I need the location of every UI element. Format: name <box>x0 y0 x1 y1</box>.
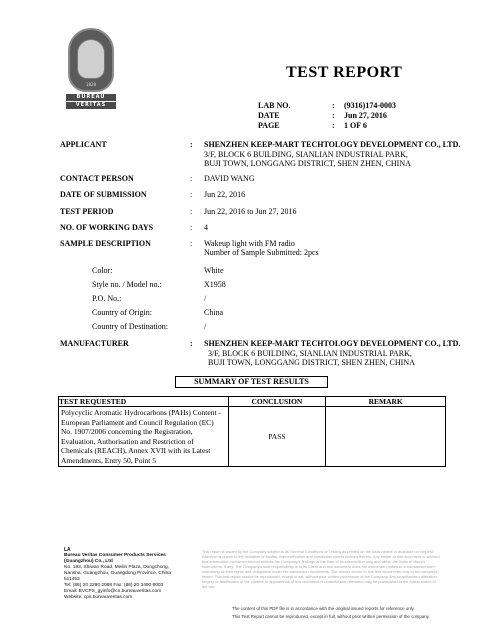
results-table <box>58 396 446 467</box>
results-header-row <box>59 397 446 407</box>
bureau-veritas-logo <box>66 28 116 108</box>
lab-contact-block <box>64 547 184 601</box>
period-label: TEST PERIOD <box>60 207 114 216</box>
table-row <box>59 407 446 467</box>
lab-website: Website: cps.bureauveritas.com <box>64 595 133 600</box>
logo-name-line1: BUREAU <box>66 94 116 101</box>
lab-address-3: 511453 <box>64 577 80 582</box>
contact-label: CONTACT PERSON <box>60 174 134 183</box>
detail-value: / <box>204 294 207 303</box>
detail-label: Color: <box>92 266 113 275</box>
report-title: TEST REPORT <box>286 64 403 81</box>
meta-value: 1 OF 6 <box>344 121 367 130</box>
column-header-test: TEST REQUESTED <box>59 397 229 407</box>
manufacturer-name: SHENZHEN KEEP-MART TECHTOLOGY DEVELOPMENT CO., LTD. <box>204 339 461 348</box>
period-value: Jun 22, 2016 to Jun 27, 2016 <box>204 207 297 216</box>
applicant-address-2: BUJI TOWN, LONGGANG DISTRICT, SHEN ZHEN, CHINA <box>204 159 411 168</box>
test-requested-cell: Polycyclic Aromatic Hydrocarbons (PAHs) Content - European Parliament and Council Regulation (EC) No. 1907/2006 concerning the Registration, Evaluation, Authorisation and Restriction of Chemicals (REACH), Annex XVII with its Latest Amendments, Entry 50, Point 5 <box>59 407 229 467</box>
sample-label: SAMPLE DESCRIPTION <box>60 239 151 248</box>
lab-address-1: No. 183, Shiwan Road, Meilin Plaza, Dongchong, <box>64 565 170 570</box>
submission-label: DATE OF SUBMISSION <box>60 190 147 199</box>
detail-value: White <box>204 266 224 275</box>
conclusion-cell: PASS <box>228 407 326 467</box>
lab-company-name: Bureau Veritas Consumer Products Services (Guangzhou) Co., Ltd <box>64 553 166 564</box>
sample-line-2: Number of Sample Submitted: 2pcs <box>204 248 319 257</box>
column-header-remark: REMARK <box>326 397 446 407</box>
submission-value: Jun 22, 2016 <box>204 190 246 199</box>
remark-cell <box>326 407 446 467</box>
notice-line-1: The content of this PDF file is in accordance with the original issued reports for reference only. <box>232 606 415 611</box>
meta-label: DATE <box>258 111 280 120</box>
manufacturer-address-1: 3/F, BLOCK 6 BUILDING, SIANLIAN INDUSTRIAL PARK, <box>208 349 412 358</box>
meta-value: (9316)174-0003 <box>344 101 396 110</box>
notice-line-2: This Test Report cannot be reproduced, except in full, without prior written permission of the company. <box>232 614 430 619</box>
meta-value: Jun 27, 2016 <box>344 111 387 120</box>
logo-name-line2: VERITAS <box>66 102 116 109</box>
disclaimer-text: This report is issued by the Company subject to its General Conditions of Testing as printed on the back hereof or available on request. Attention is drawn to the limitation of liability, indemnification and jurisdiction issues defined therein. Any holder of this document is advised that information contained hereon reflects the Company's findings at the time of its intervention only and within the limits of client's instructions, if any. The Company's sole responsibility is to its Client and this document does not exonerate parties to a transaction from exercising all their rights and obligations under the transaction documents. The results shown in this test report refer only to the sample(s) tested. This test report cannot be reproduced, except in full, without prior written permission of the Company. Any unauthorized alteration, forgery or falsification of the content or appearance of this document is unlawful and offenders may be prosecuted to the fullest extent of the law. <box>202 549 440 589</box>
applicant-address-1: 3/F, BLOCK 6 BUILDING, SIANLIAN INDUSTRIAL PARK, <box>204 150 408 159</box>
manufacturer-address-2: BUJI TOWN, LONGGANG DISTRICT, SHEN ZHEN, CHINA <box>208 358 415 367</box>
applicant-name: SHENZHEN KEEP-MART TECHTOLOGY DEVELOPMENT CO., LTD. <box>204 140 461 149</box>
detail-label: P.O. No.: <box>92 294 122 303</box>
lab-address-2: Nansha, Guangzhou, Guangdong Province, China <box>64 571 171 576</box>
meta-label: LAB NO. <box>258 101 291 110</box>
manufacturer-label: MANUFACTURER <box>60 339 129 348</box>
applicant-label: APPLICANT <box>60 140 107 149</box>
lab-email: Email: BVCPS_gyinfo@cn.bureauveritas.com <box>64 589 162 594</box>
working-days-label: NO. OF WORKING DAYS <box>60 223 154 232</box>
column-header-conclusion: CONCLUSION <box>228 397 326 407</box>
contact-value: DAVID WANG <box>204 174 255 183</box>
detail-label: Country of Origin: <box>92 308 152 317</box>
detail-value: / <box>204 322 207 331</box>
detail-label: Country of Destination: <box>92 322 168 331</box>
summary-heading: SUMMARY OF TEST RESULTS <box>175 376 328 388</box>
lab-tel-fax: Tel: (86) 20 2290 2088 Fax: (86) 20 3490 8003 <box>64 583 164 588</box>
detail-value: X1958 <box>204 280 226 289</box>
sample-line-1: Wakeup light with FM radio <box>204 239 295 248</box>
detail-value: China <box>204 308 224 317</box>
meta-label: PAGE <box>258 121 280 130</box>
signature-mark: LA <box>64 547 71 553</box>
bureau-veritas-seal-icon: 1828 <box>68 28 114 92</box>
working-days-value: 4 <box>204 223 208 232</box>
detail-label: Style no. / Model no.: <box>92 280 162 289</box>
